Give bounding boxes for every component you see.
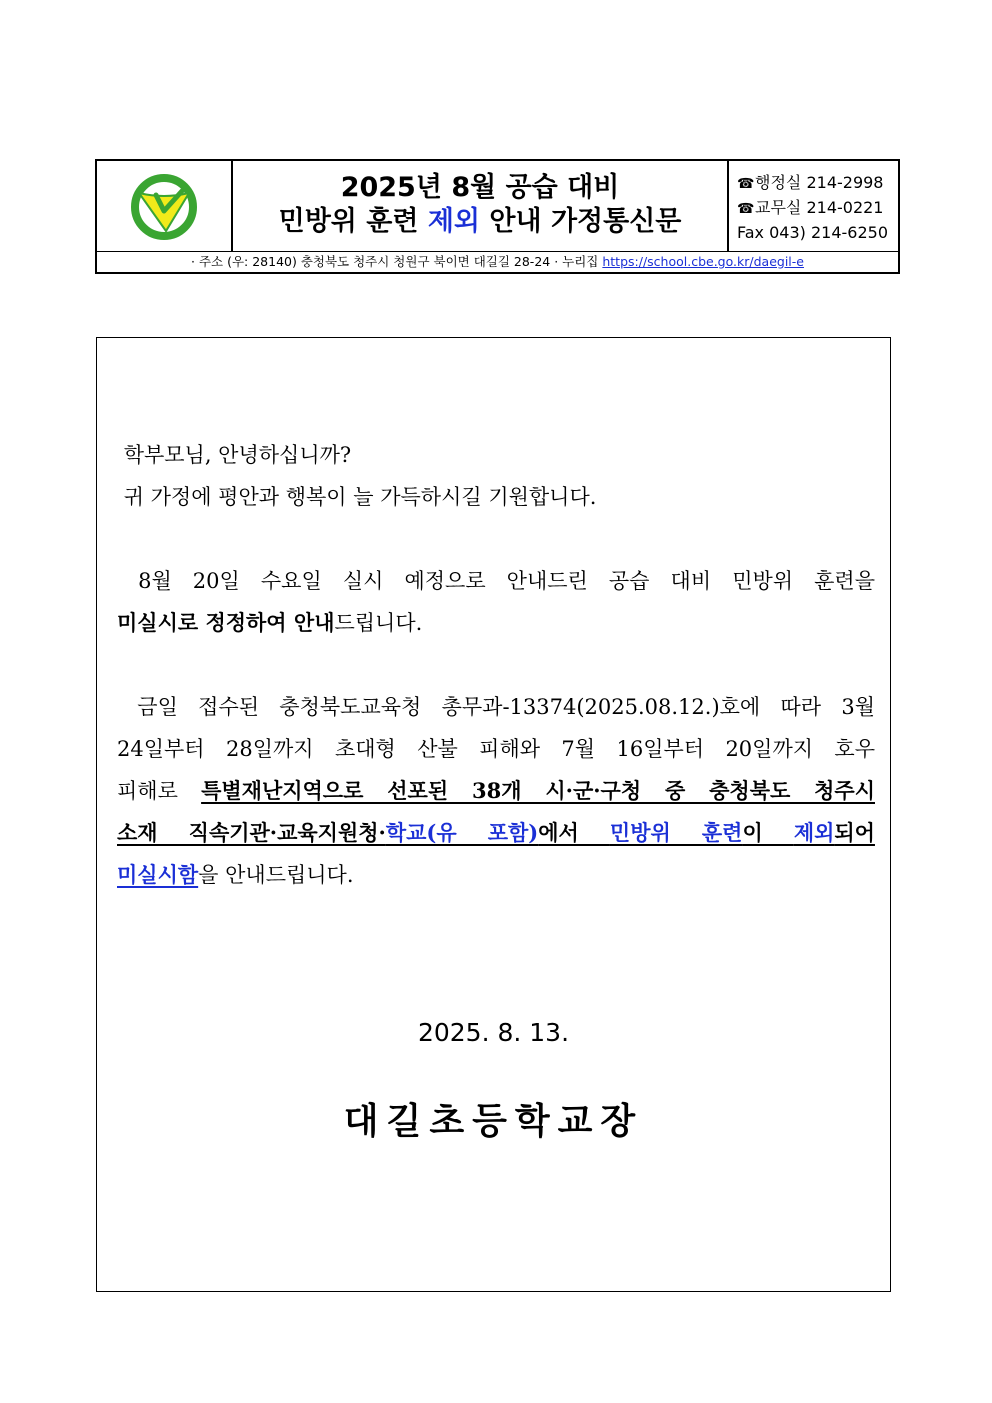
- title-part: 안내 가정통신문: [480, 206, 682, 237]
- contact-text: 행정실 214-2998: [755, 173, 884, 192]
- emphasis-text: 특별재난지역으로 선포된 38개 시·군·구청 중 충청북도 청주시: [201, 778, 875, 803]
- emphasis-text: 되어: [834, 820, 875, 845]
- title-part: 민방위 훈련: [278, 206, 428, 237]
- school-logo-icon: [126, 173, 202, 241]
- contact-text: 교무실 214-0221: [755, 198, 884, 217]
- para-text: 피해로: [117, 779, 202, 803]
- letter-body: [96, 337, 891, 1292]
- para3-line-3: [117, 770, 875, 812]
- para2-line-2: [117, 602, 875, 644]
- para3-line-1: [117, 686, 875, 728]
- greeting-line-2: [117, 476, 875, 518]
- para3-line-5: [117, 854, 875, 896]
- greeting-line-1: [117, 434, 875, 476]
- bold-text: 미실시로 정정하여 안내: [117, 610, 335, 635]
- address-row: [97, 251, 898, 272]
- address-text: · 주소 (우: 28140) 충청북도 청주시 청원구 북이면 대길길 28-24 · 누리집: [191, 254, 603, 269]
- emphasis-text: 에서: [538, 820, 610, 845]
- homepage-link[interactable]: https://school.cbe.go.kr/daegil-e: [602, 254, 804, 269]
- para2-line-1: [117, 560, 875, 602]
- header-top-row: [97, 161, 898, 252]
- para-text: 드립니다.: [334, 611, 423, 635]
- para-text: 금일 접수된 충청북도교육청 총무과-13374(2025.08.12.)호에 따라 3월: [137, 695, 875, 719]
- greeting-text: 학부모님, 안녕하십니까?: [123, 443, 352, 467]
- title-accent: 제외: [427, 206, 480, 237]
- title-cell: [233, 161, 729, 251]
- contact-admin: [737, 171, 898, 196]
- blue-text: 미실시함: [117, 862, 199, 887]
- logo-cell: [97, 161, 233, 251]
- title-line-2: [233, 205, 727, 239]
- para-text: 8월 20일 수요일 실시 예정으로 안내드린 공습 대비 민방위 훈련을: [138, 569, 875, 593]
- phone-icon: ☎: [737, 201, 755, 217]
- letter-content: [117, 434, 875, 896]
- letter-header: [95, 159, 900, 274]
- emphasis-text: 이: [742, 820, 794, 845]
- para3-line-4: [117, 812, 875, 854]
- phone-icon: ☎: [737, 176, 755, 192]
- signer-name: 대길초등학교장: [343, 1101, 644, 1142]
- para-text: 을 안내드립니다.: [198, 863, 354, 887]
- title-line-1: 2025년 8월 공습 대비: [340, 172, 620, 203]
- para3-line-2: 24일부터 28일까지 초대형 산불 피해와 7월 16일부터 20일까지 호우: [117, 737, 875, 761]
- emphasis-text: 소재 직속기관·교육지원청·: [117, 820, 386, 845]
- blue-text: 민방위 훈련: [609, 820, 743, 845]
- blue-text: 학교(유 포함): [385, 820, 539, 845]
- contact-fax: Fax 043) 214-6250: [737, 223, 888, 242]
- letter-date: 2025. 8. 13.: [417, 1018, 570, 1047]
- blue-text: 제외: [793, 820, 835, 845]
- greeting-text: 귀 가정에 평안과 행복이 늘 가득하시길 기원합니다.: [123, 485, 597, 509]
- contact-teachers: [737, 196, 898, 221]
- contact-cell: [729, 161, 898, 251]
